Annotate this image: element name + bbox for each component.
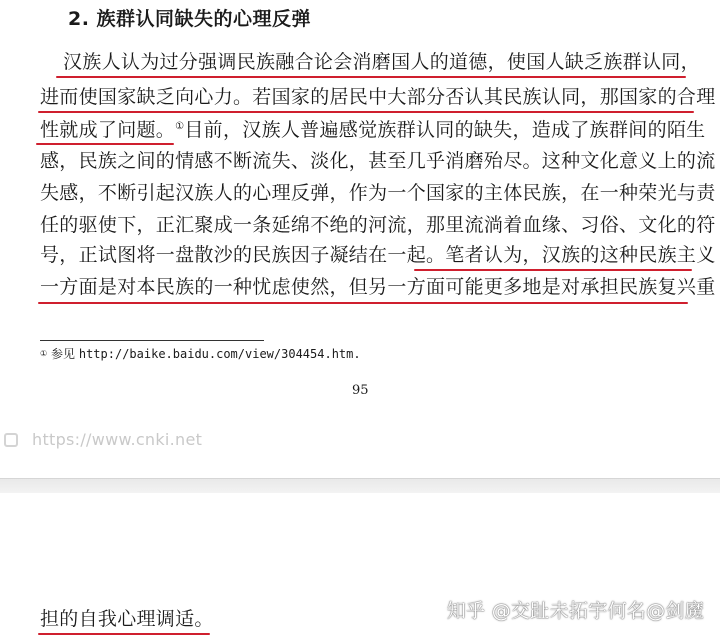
footnote-prefix: 参见 bbox=[51, 347, 76, 361]
footnote-url: http://baike.baidu.com/view/304454.htm. bbox=[78, 347, 361, 361]
underline-continuation bbox=[38, 633, 210, 635]
body-line-4: 感，民族之间的情感不断流失、淡化，甚至几乎消磨殆尽。这种文化意义上的流 bbox=[40, 150, 716, 172]
underline-line-8 bbox=[38, 302, 688, 304]
cnki-logo-icon bbox=[4, 433, 18, 447]
footnote-separator bbox=[40, 340, 264, 341]
page-separator bbox=[0, 478, 720, 494]
body-line-2: 进而使国家缺乏向心力。若国家的居民中大部分否认其民族认同，那国家的合理 bbox=[40, 86, 716, 108]
underline-line-2 bbox=[38, 111, 694, 113]
cnki-watermark-text: https://www.cnki.net bbox=[32, 430, 203, 449]
body-line-6: 任的驱使下，正汇聚成一条延绵不绝的河流，那里流淌着血缘、习俗、文化的符 bbox=[40, 214, 716, 236]
section-heading: 2. 族群认同缺失的心理反弹 bbox=[68, 8, 312, 30]
body-line-5: 失感，不断引起汉族人的心理反弹，作为一个国家的主体民族，在一种荣光与责 bbox=[40, 182, 716, 204]
zhihu-watermark: 知乎 @交趾未拓宇何名@剑魔 bbox=[446, 600, 704, 622]
underline-line-3 bbox=[36, 143, 174, 145]
cnki-watermark bbox=[4, 430, 202, 449]
body-line-7: 号，正试图将一盘散沙的民族因子凝结在一起。笔者认为，汉族的这种民族主义 bbox=[40, 244, 716, 266]
page-number: 95 bbox=[352, 383, 369, 398]
body-line-8: 一方面是对本民族的一种忧虑使然，但另一方面可能更多地是对承担民族复兴重 bbox=[40, 276, 716, 298]
body-line-3-start: 性就成了问题。 bbox=[40, 119, 176, 141]
continuation-line: 担的自我心理调适。 bbox=[40, 608, 214, 630]
underline-line-1 bbox=[56, 76, 686, 78]
footnote bbox=[40, 346, 361, 362]
body-line-3 bbox=[40, 117, 705, 143]
body-line-3-end: 目前，汉族人普遍感觉族群认同的缺失，造成了族群间的陌生 bbox=[184, 119, 706, 141]
body-line-1: 汉族人认为过分强调民族融合论会消磨国人的道德，使国人缺乏族群认同， bbox=[63, 51, 700, 73]
underline-line-7 bbox=[414, 269, 692, 271]
footnote-reference: ① bbox=[175, 121, 185, 132]
footnote-marker: ① bbox=[40, 349, 48, 358]
